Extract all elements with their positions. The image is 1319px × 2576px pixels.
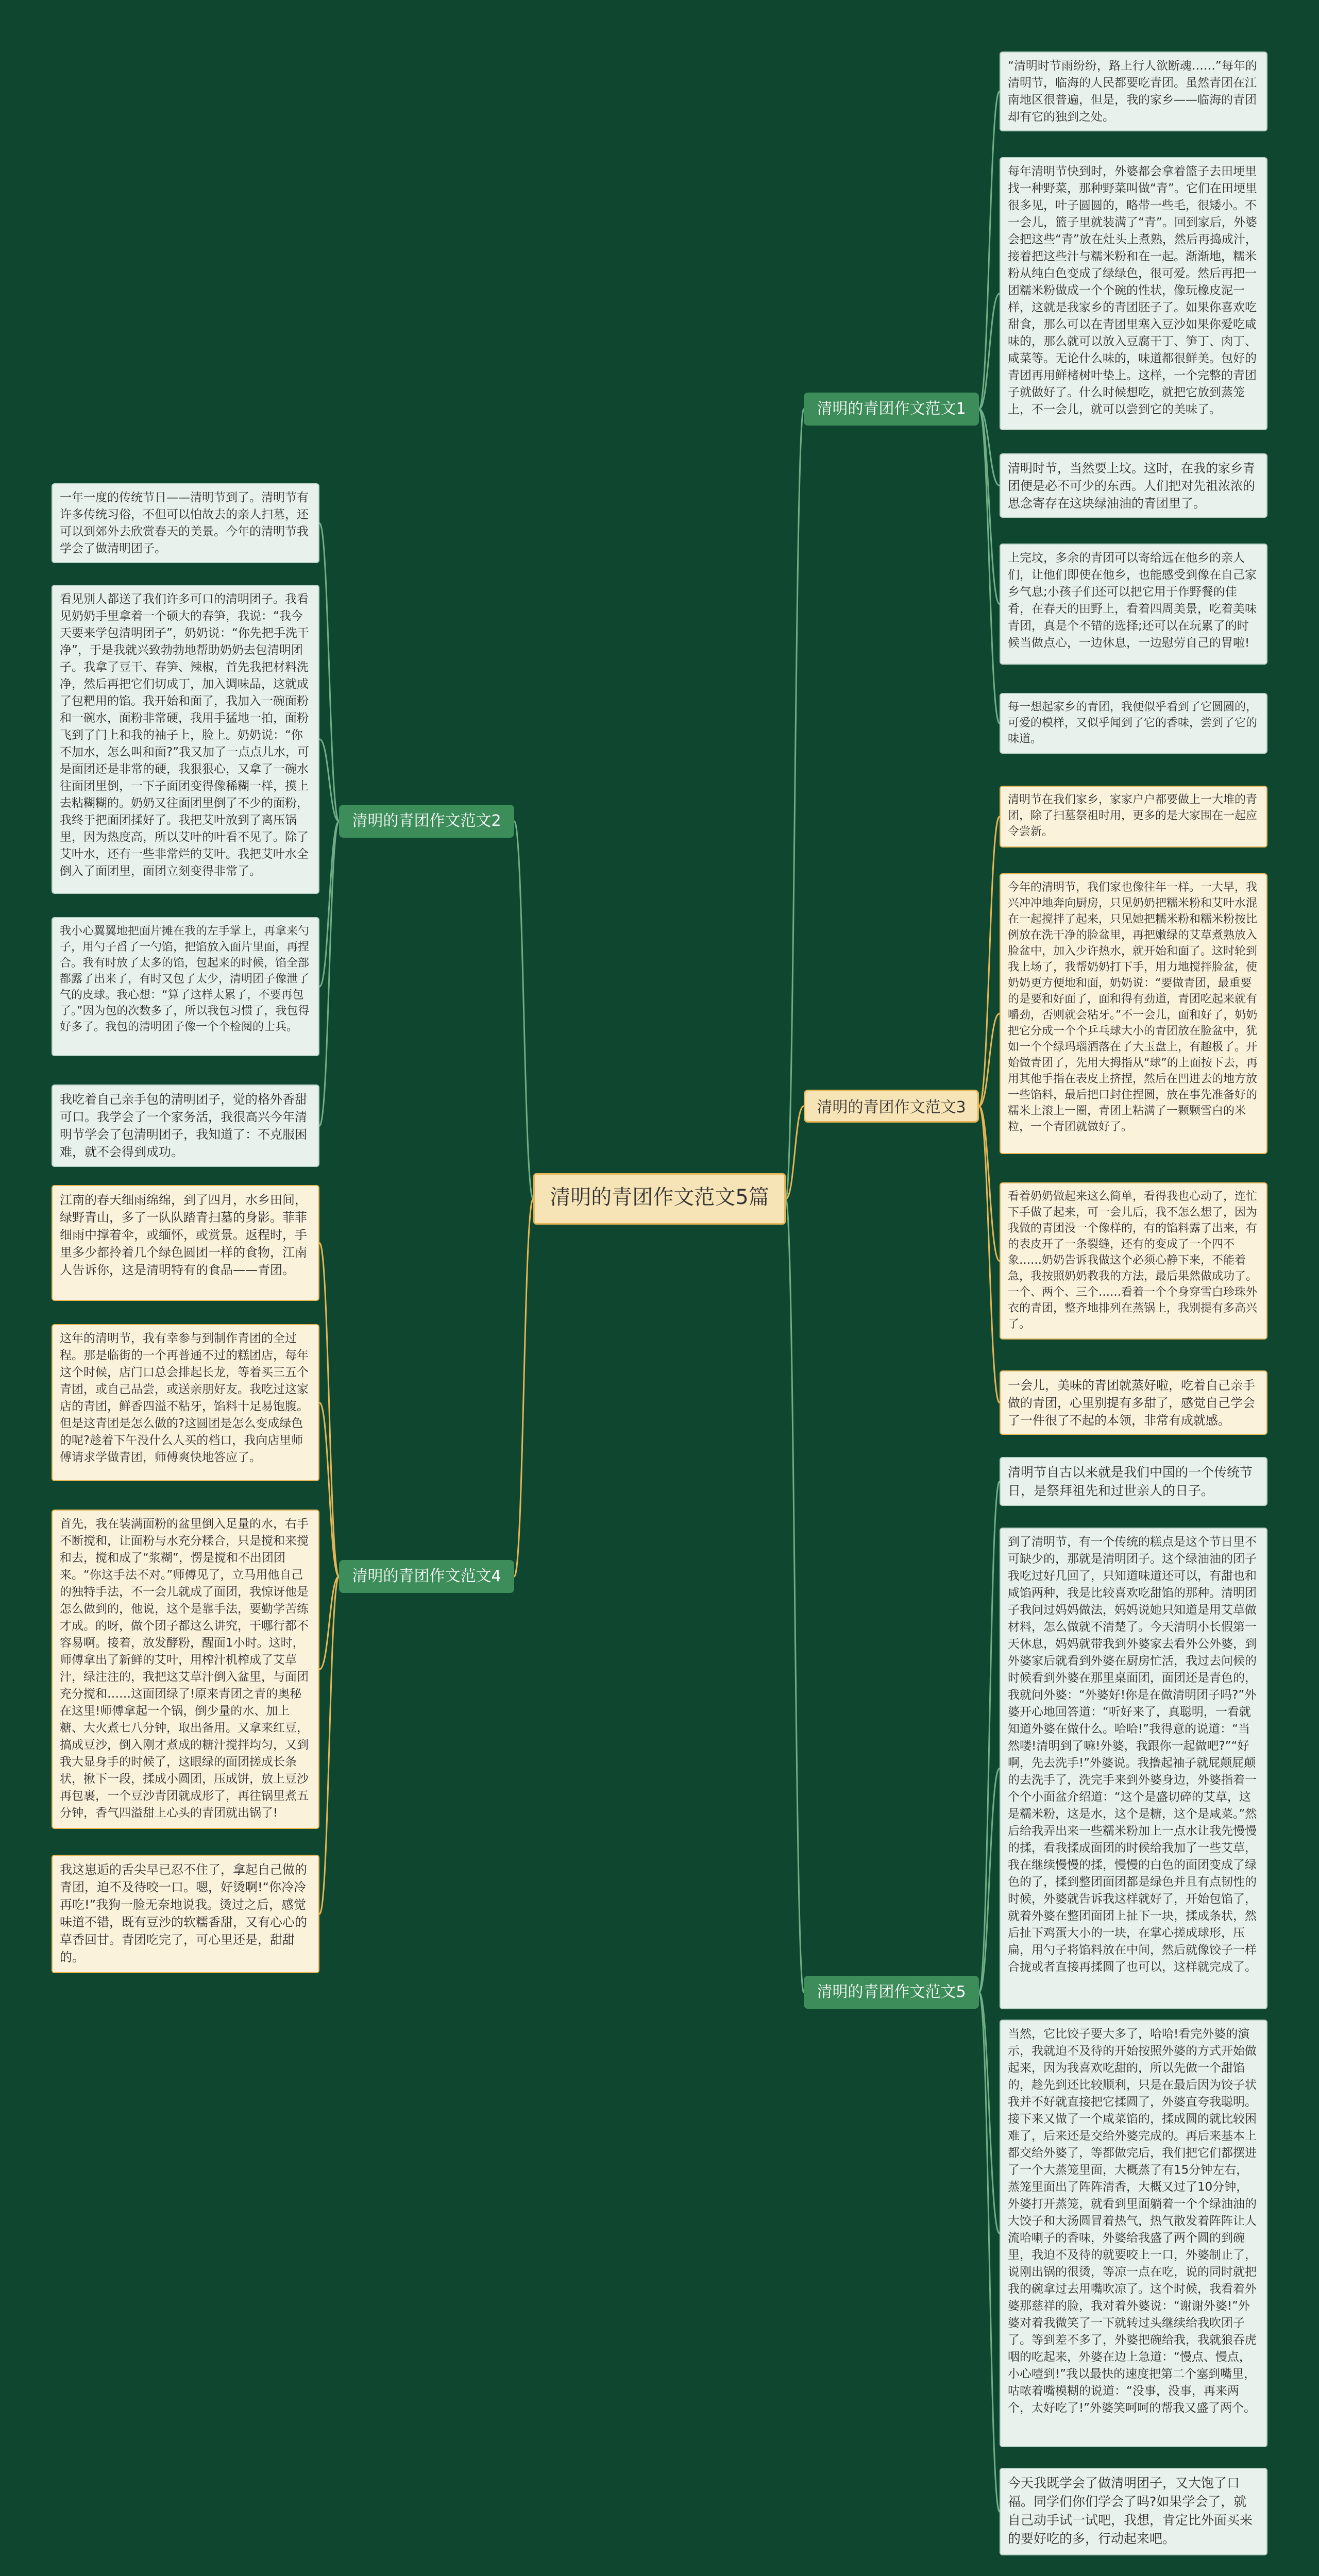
b3-leaf-4-text: 一会儿，美味的青团就蒸好啦，吃着自己亲手做的青团，心里别提有多甜了，感觉自己学会了一件很了不起的本领，非常有成就感。 [1008, 1378, 1255, 1428]
b5-leaf-4 [1000, 2468, 1267, 2555]
b4-leaf-4-text: 我这崽逅的舌尖早已忍不住了，拿起自己做的青团，迫不及待咬一口。嗯，好烫啊!“你冷冷再吃!”我狗一脸无奈地说我。烫过之后，感觉味道不错，既有豆沙的软糯香甜，又有心心的草香回甘。青团吃完了，可心里还是，甜甜的。 [60, 1862, 307, 1964]
b2-leaf-1-text: 一年一度的传统节日——清明节到了。清明节有许多传统习俗，不但可以怕故去的亲人扫墓，还可以到郊外去欣赏春天的美景。今年的清明节我学会了做清明团子。 [60, 491, 309, 555]
b5-leaf-3 [1000, 2020, 1267, 2447]
branch-5[interactable] [804, 1976, 979, 2009]
b3-leaf-1 [1000, 786, 1267, 848]
branch-1[interactable] [804, 393, 979, 426]
root-title: 清明的青团作文范文5篇 [550, 1185, 769, 1209]
link-b5-2 [979, 1769, 1000, 1993]
b5-leaf-4-text: 今天我既学会了做清明团子，又大饱了口福。同学们你们学会了吗?如果学会了，就自己动手试一试吧，我想，肯定比外面买来的要好吃的多，行动起来吧。 [1008, 2476, 1253, 2546]
branch-4-label: 清明的青团作文范文4 [352, 1567, 501, 1585]
b2-leaf-1 [52, 483, 319, 563]
b2-leaf-3 [52, 917, 319, 1056]
branch-3[interactable] [804, 1090, 979, 1123]
b4-leaf-1 [52, 1185, 319, 1301]
b3-leaf-3 [1000, 1182, 1267, 1340]
b2-leaf-3-text: 我小心翼翼地把面片摊在我的左手掌上，再拿来勺子，用勺子舀了一勺馅，把馅放入面片里面，再捏合。我有时放了太多的馅，包起来的时候，馅全部都露了出来了，有时又包了太少，清明团子像泄了气的皮球。我心想：“算了这样太累了，不要再包了。”因为包的次数多了，所以我包习惯了，我包得好多了。我包的清明团子像一个个检阅的士兵。 [60, 925, 310, 1033]
b1-leaf-3 [1000, 453, 1267, 518]
branch-2[interactable] [339, 805, 514, 838]
b1-leaf-1 [1000, 52, 1267, 131]
link-b5-4 [979, 1992, 1000, 2512]
b1-leaf-2-text: 每年清明节快到时，外婆都会拿着篮子去田埂里找一种野菜，那种野菜叫做“青”。它们在田埂里很多见，叶子圆圆的，略带一些毛，很矮小。不一会儿，篮子里就装满了“青”。回到家后，外婆会把这些“青”放在灶头上煮熟，然后再捣成汁，接着把这些汁与糯米粉和在一起。渐渐地，糯米粉从纯白色变成了绿绿色，很可爱。然后再把一团糯米粉做成一个个碗的性状，像玩橡皮泥一样，这就是我家乡的青团胚子了。如果你喜欢吃甜食，那么可以在青团里塞入豆沙如果你爱吃咸味的，那么就可以放入豆腐干丁、笋丁、肉丁、咸菜等。无论什么味的，味道都很鲜美。包好的青团再用鲜楮树叶垫上。这样，一个完整的青团子就做好了。什么时候想吃，就把它放到蒸笼上，不一会儿，就可以尝到它的美味了。 [1008, 165, 1257, 416]
b4-leaf-4 [52, 1855, 319, 1973]
link-root-branch-1 [786, 409, 804, 1199]
b5-leaf-1 [1000, 1457, 1267, 1506]
b3-leaf-2 [1000, 873, 1267, 1154]
link-root-branch-5 [786, 1199, 804, 1992]
branch-4[interactable] [339, 1560, 514, 1593]
branch-2-label: 清明的青团作文范文2 [352, 812, 501, 830]
b4-leaf-2-text: 这年的清明节，我有幸参与到制作青团的全过程。那是临街的一个再普通不过的糕团店，每年这个时候，店门口总会排起长龙，等着买三五个青团，或自己品尝，或送亲朋好友。我吃过这家店的青团，鲜香四溢不粘牙，馅料十足易饱腹。但是这青团是怎么做的?这圆团是怎么变成绿色的呢?趁着下午没什么人买的档口，我向店里师傅请求学做青团，师傅爽快地答应了。 [60, 1332, 309, 1464]
branch-5-label: 清明的青团作文范文5 [817, 1983, 966, 2001]
b4-leaf-2 [52, 1324, 319, 1481]
link-b1-1 [979, 92, 1000, 410]
b1-leaf-5-text: 每一想起家乡的青团，我便似乎看到了它圆圆的，可爱的模样，又似乎闻到了它的香味，尝到了它的味道。 [1008, 701, 1258, 745]
b1-leaf-3-text: 清明时节，当然要上坟。这时，在我的家乡青团便是必不可少的东西。人们把对先祖浓浓的思念寄存在这块绿油油的青团里了。 [1008, 461, 1255, 511]
link-root-branch-4 [514, 1199, 533, 1577]
branch-3-label: 清明的青团作文范文3 [817, 1098, 966, 1116]
b1-leaf-4 [1000, 544, 1267, 665]
link-b5-3 [979, 1992, 1000, 2233]
b4-leaf-1-text: 江南的春天细雨绵绵，到了四月，水乡田间，绿野青山，多了一队队踏青扫墓的身影。菲菲细雨中撑着伞，或缅怀，或赏景。返程时，手里多少都拎着几个绿色圆团一样的食物，江南人告诉你，这是清明特有的食品——青团。 [60, 1193, 307, 1277]
link-root-branch-2 [514, 821, 533, 1199]
b5-leaf-1-text: 清明节自古以来就是我们中国的一个传统节日，是祭拜祖先和过世亲人的日子。 [1008, 1465, 1253, 1498]
b2-leaf-4-text: 我吃着自己亲手包的清明团子，觉的格外香甜可口。我学会了一个家务活，我很高兴今年清明节学会了包清明团子，我知道了：不克服困难，就不会得到成功。 [60, 1092, 307, 1159]
b5-leaf-2 [1000, 1528, 1267, 2009]
link-b2-4 [319, 821, 339, 1126]
b4-leaf-3-text: 首先，我在装满面粉的盆里倒入足量的水，右手不断搅和，让面粉与水充分糅合，只是搅和来搅和去，搅和成了“浆糊”，愣是搅和不出团团来。“你这手法不对。”师傅见了，立马用他自己的独特手法，不一会儿就成了面团，我惊讶他是怎么做到的，他说，这个是靠手法，要勤学苦练才成。的呀，做个团子都这么讲究，干哪行都不容易啊。接着，放发酵粉，醒面1小时。这时，师傅拿出了新鲜的艾叶，用榨汁机榨成了艾草汁，绿注注的，我把这艾草汁倒入盆里，与面团充分搅和……这面团绿了!原来青团之青的奥秘在这里!师傅拿起一个锅，倒少量的水、加上糖、大火煮七八分钟，取出备用。又拿来红豆，搞成豆沙，倒入刚才煮成的糖汁搅拌均匀，又到我大显身手的时候了，这眼绿的面团搓成长条状，揪下一段，揉成小圆团，压成饼，放上豆沙再包裹，一个豆沙青团就成形了，再往锅里煮五分钟，香气四溢甜上心头的青团就出锅了! [60, 1517, 309, 1820]
link-b5-1 [979, 1482, 1000, 1993]
b4-leaf-3 [52, 1510, 319, 1829]
b2-leaf-2 [52, 585, 319, 894]
b3-leaf-4 [1000, 1370, 1267, 1435]
link-b1-5 [979, 409, 1000, 723]
b1-leaf-2 [1000, 157, 1267, 430]
link-b1-2 [979, 294, 1000, 409]
b2-leaf-2-text: 看见别人都送了我们许多可口的清明团子。我看见奶奶手里拿着一个硕大的春笋，我说：“我今天要来学包清明团子”，奶奶说：“你先把手洗干净”，于是我就兴致勃勃地帮助奶奶去包清明团子。我拿了豆干、春笋、辣椒，首先我把材料洗净，然后再把它们切成丁，加入调味品，这就成了包粑用的馅。我开始和面了，我加入一碗面粉和一碗水，面粉非常硬，我用手猛地一拍，面粉飞到了门上和我的袖子上，脸上。奶奶说：“你不加水，怎么叫和面?”我又加了一点点儿水，可是面团还是非常的硬，我狠狠心，又拿了一碗水往面团里倒，一下子面团变得像稀糊一样，摸上去粘糊糊的。奶奶又往面团里倒了不少的面粉，我终于把面团揉好了。我把艾叶放到了离压锅里，因为热度高，所以艾叶的叶看不见了。除了艾叶水，还有一些非常烂的艾叶。我把艾叶水全倒入了面团里，面团立刻变得非常了。 [60, 592, 310, 878]
b1-leaf-5 [1000, 693, 1267, 754]
b1-leaf-4-text: 上完坟，多余的青团可以寄给远在他乡的亲人们，让他们即使在他乡，也能感受到像在自己家乡气息;小孩子们还可以把它用于作野餐的佳肴，在春天的田野上，看着四周美景，吃着美味青团，真是个不错的选择;还可以在玩累了的时候当做点心，一边休息，一边慰劳自己的胃啦! [1008, 551, 1257, 650]
b3-leaf-1-text: 清明节在我们家乡，家家户户都要做上一大堆的青团，除了扫墓祭祖时用，更多的是大家围在一起应令尝新。 [1008, 793, 1258, 838]
b3-leaf-2-text: 今年的清明节，我们家也像往年一样。一大早，我兴冲冲地奔向厨房，只见奶奶把糯米粉和艾叶水混在一起搅拌了起来，只见她把糯米粉和糯米粉按比例放在洗干净的脸盆里，再把嫩绿的艾草煮熟放入脸盆中，加入少许热水，就开始和面了。这时轮到我上场了，我帮奶奶打下手，用力地搅拌脸盆，使奶奶更方便地和面，奶奶说：“要做青团，最重要的是要和好面了，面和得有劲道，青团吃起来就有嚼劲，否则就会粘牙。”不一会儿，面和好了，奶奶把它分成一个个乒乓球大小的青团放在脸盆中，犹如一个个绿玛瑙洒落在了大玉盘上，有趣极了。开始做青团了，先用大拇指从“球”的上面按下去，再用其他手指在表皮上挤捏，然后在凹进去的地方放一些馅料，最后把口封住捏圆，放在事先准备好的糯米上滚上一圈，青团上粘满了一颗颗雪白的米粒，一个青团就做好了。 [1008, 881, 1258, 1133]
root-node[interactable] [533, 1173, 786, 1225]
b2-leaf-4 [52, 1084, 319, 1167]
b1-leaf-1-text: “清明时节雨纷纷，路上行人欲断魂……”每年的清明节，临海的人民都要吃青团。虽然青团在江南地区很普遍，但是，我的家乡——临海的青团却有它的独到之处。 [1008, 59, 1257, 124]
b5-leaf-3-text: 当然，它比饺子要大多了，哈哈!看完外婆的演示，我就迫不及待的开始按照外婆的方式开始做起来，因为我喜欢吃甜的，所以先做一个甜馅的，趁先到还比较顺利，只是在最后因为饺子状我并不好就直接把它揉圆了，外婆直夸我聪明。接下来又做了一个咸菜馅的，揉成圆的就比较困难了，后来还是交给外婆完成的。再后来基本上都交给外婆了，等都做完后，我们把它们都摆进了一个大蒸笼里面，大概蒸了有15分钟左右，蒸笼里面出了阵阵清香，大概又过了10分钟，外婆打开蒸笼，就看到里面躺着一个个绿油油的大饺子和大汤圆冒着热气，热气散发着阵阵让人流哈喇子的香味，外婆给我盛了两个圆的到碗里，我迫不及待的就要咬上一口，外婆制止了，说刚出锅的很烫，等凉一点在吃，说的同时就把我的碗拿过去用嘴吹凉了。这个时候，我看着外婆那慈祥的脸，我对着外婆说：“谢谢外婆!”外婆对着我微笑了一下就转过头继续给我吹团子了。等到差不多了，外婆把碗给我，我就狼吞虎咽的吃起来，外婆在边上急道：“慢点、慢点，小心噎到!”我以最快的速度把第二个塞到嘴里，咕哝着嘴模糊的说道：“没事，没事，再来两个，太好吃了!”外婆笑呵呵的帮我又盛了两个。 [1008, 2027, 1257, 2415]
b5-leaf-2-text: 到了清明节，有一个传统的糕点是这个节日里不可缺少的，那就是清明团子。这个绿油油的团子我吃过好几回了，只知道味道还可以，有甜也和咸馅两种，我是比较喜欢吃甜馅的那种。清明团子我问过妈妈做法，妈妈说她只知道是用艾草做材料，怎么做就不清楚了。今天清明小长假第一天休息，妈妈就带我到外婆家去看外公外婆，到外婆家后就看到外婆在厨房忙活，我过去问候的时候看到外婆在那里桌面团，面团还是青色的，我就问外婆：“外婆好!你是在做清明团子吗?”外婆开心地回答道：“听好来了，真聪明，一看就知道外婆在做什么。哈哈!”我得意的说道：“当然喽!清明到了嘛!外婆，我跟你一起做吧?”“好啊，先去洗手!”外婆说。我撸起袖子就屁颠屁颠的去洗手了，洗完手来到外婆身边，外婆指着一个个小面盆介绍道：“这个是盛切碎的艾草，这是糯米粉，这是水，这个是糖，这个是咸菜。”然后给我弄出来一些糯米粉加上一点水让我先慢慢的揉，看我揉成面团的时候给我加了一些艾草，我在继续慢慢的揉，慢慢的白色的面团变成了绿色的了，揉到整团面团都是绿色并且有点韧性的时候，外婆就告诉我这样就好了，开始包馅了，就着外婆在整团面团上扯下一块，揉成条状，然后扯下鸡蛋大小的一块，在掌心搓成球形，压扁，用勺子将馅料放在中间，然后就像饺子一样合拢或者直接再揉圆了也可以，这样就完成了。 [1008, 1535, 1257, 1974]
branch-1-label: 清明的青团作文范文1 [817, 400, 966, 418]
b3-leaf-3-text: 看着奶奶做起来这么简单，看得我也心动了，连忙下手做了起来，可一会儿后，我不怎么想了，因为我做的青团没一个像样的，有的馅料露了出来，有的表皮开了一条裂缝，还有的变成了一个四不象……奶奶告诉我做这个必须心静下来，不能着急，我按照奶奶教我的方法，最后果然做成功了。一个、两个、三个……看着一个个身穿雪白珍珠外衣的青团，整齐地排列在蒸锅上，我别提有多高兴了。 [1008, 1190, 1258, 1331]
